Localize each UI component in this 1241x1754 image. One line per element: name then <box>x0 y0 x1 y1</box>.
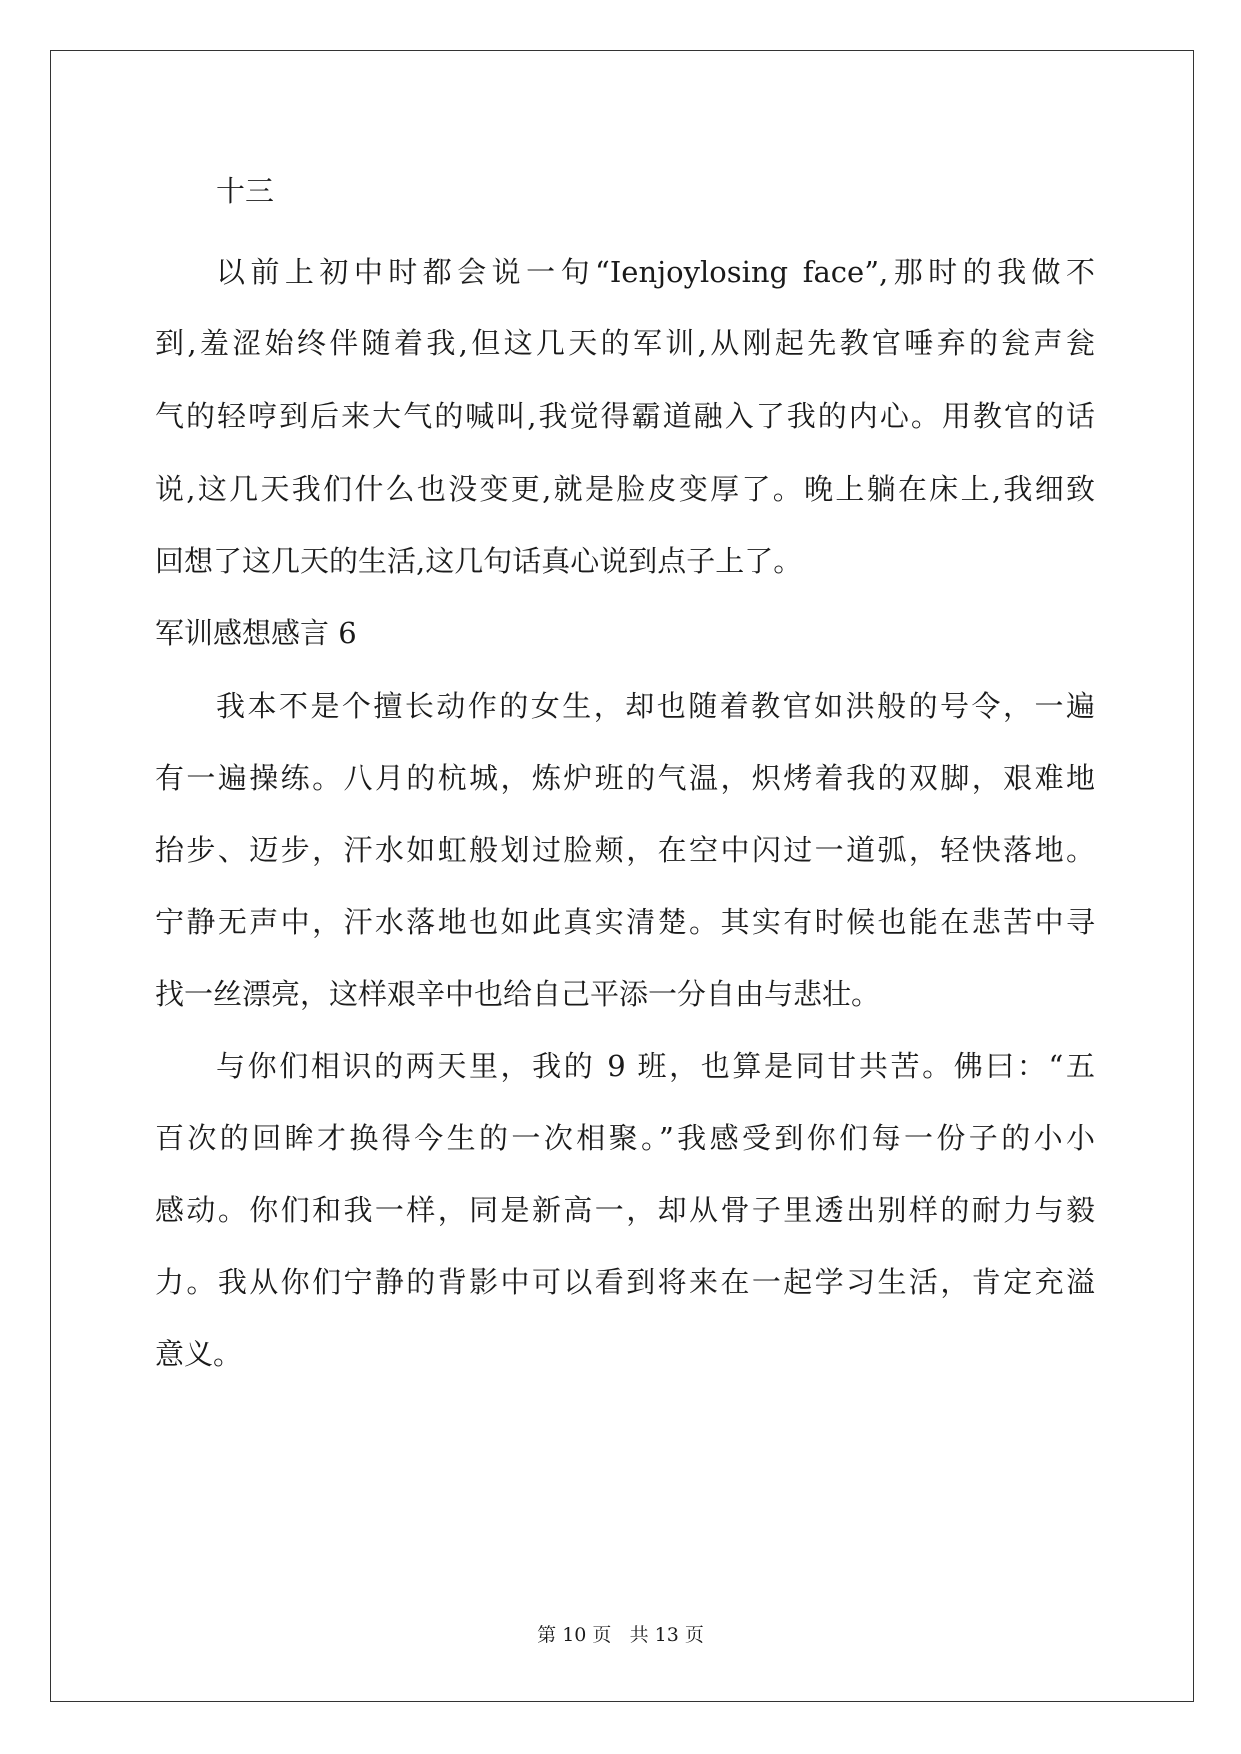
section-number: 十三 <box>216 174 275 208</box>
paragraph-line: 意义。 <box>155 1337 243 1371</box>
page-number: 第 10 页 <box>537 1624 612 1646</box>
paragraph-line: 说,这几天我们什么也没变更,就是脸皮变厚了。晚上躺在床上,我细致 <box>155 472 1095 506</box>
paragraph-line: 以前上初中时都会说一句“Ienjoylosing face”,那时的我做不 <box>216 255 1095 289</box>
paragraph-line: 我本不是个擅长动作的女生，却也随着教官如洪般的号令，一遍 <box>216 689 1095 723</box>
paragraph-line: 抬步、迈步，汗水如虹般划过脸颊，在空中闪过一道弧，轻快落地。 <box>155 833 1095 867</box>
section-heading: 军训感想感言 6 <box>155 616 357 650</box>
paragraph-line: 与你们相识的两天里，我的 9 班，也算是同甘共苦。佛曰：“五 <box>216 1049 1095 1083</box>
paragraph-line: 找一丝漂亮，这样艰辛中也给自己平添一分自由与悲壮。 <box>155 977 881 1011</box>
paragraph-line: 感动。你们和我一样，同是新高一，却从骨子里透出别样的耐力与毅 <box>155 1193 1095 1227</box>
paragraph-line: 宁静无声中，汗水落地也如此真实清楚。其实有时候也能在悲苦中寻 <box>155 905 1095 939</box>
paragraph-line: 回想了这几天的生活,这几句话真心说到点子上了。 <box>155 544 803 578</box>
paragraph-line: 到,羞涩始终伴随着我,但这几天的军训,从刚起先教官唾弃的瓮声瓮 <box>155 326 1095 360</box>
paragraph-line: 有一遍操练。八月的杭城，炼炉班的气温，炽烤着我的双脚，艰难地 <box>155 761 1095 795</box>
page-footer <box>0 1620 1241 1650</box>
page-total: 共 13 页 <box>629 1624 704 1646</box>
paragraph-line: 百次的回眸才换得今生的一次相聚。”我感受到你们每一份子的小小 <box>155 1121 1095 1155</box>
paragraph-line: 气的轻哼到后来大气的喊叫,我觉得霸道融入了我的内心。用教官的话 <box>155 399 1095 433</box>
paragraph-line: 力。我从你们宁静的背影中可以看到将来在一起学习生活，肯定充溢 <box>155 1265 1095 1299</box>
